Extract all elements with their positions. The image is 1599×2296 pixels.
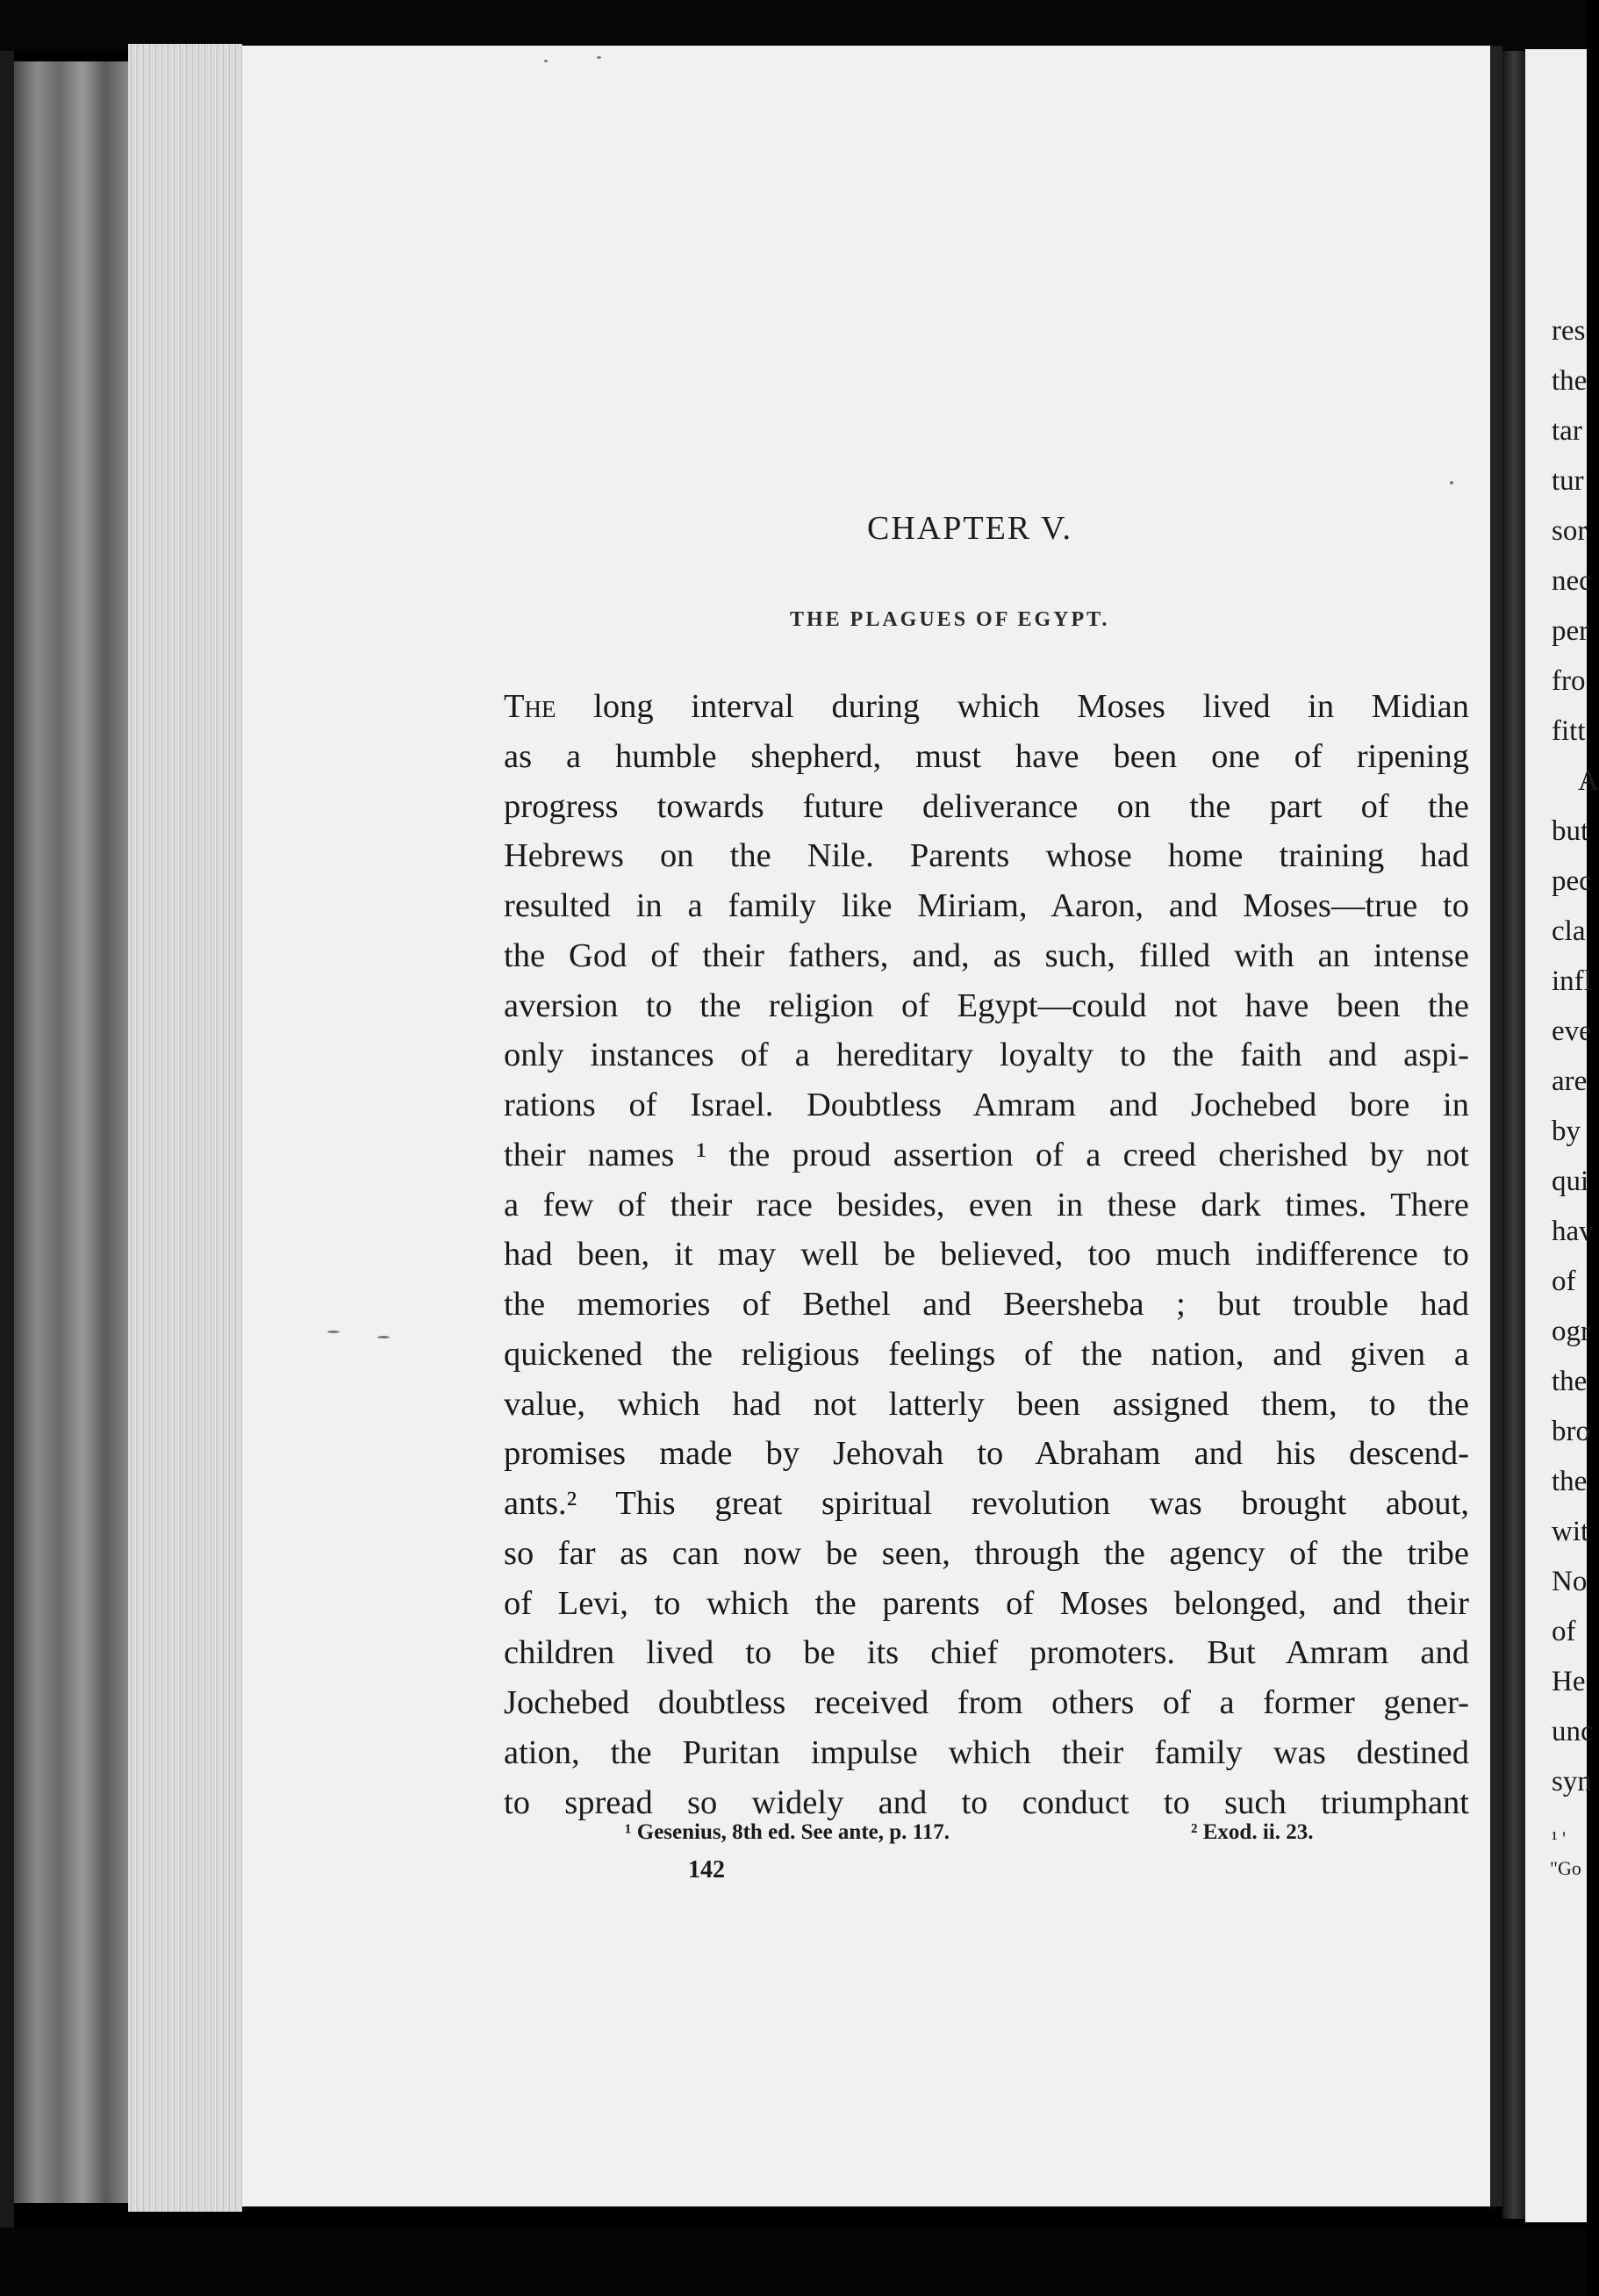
text-line: had been, it may well be believed, too much indifference to xyxy=(504,1236,1469,1274)
facing-line-fragment: the xyxy=(1552,1366,1588,1397)
scan-speck xyxy=(377,1336,390,1338)
facing-line-fragment: res xyxy=(1552,315,1586,347)
scan-speck xyxy=(544,60,548,62)
chapter-title: CHAPTER V. xyxy=(867,510,1072,547)
facing-line-fragment: ogr xyxy=(1552,1316,1590,1347)
text-line: the memories of Bethel and Beersheba ; but trouble had xyxy=(504,1286,1469,1323)
text-line: children lived to be its chief promoters. But Amram and xyxy=(504,1634,1469,1672)
text-line: quickened the religious feelings of the nation, and given a xyxy=(504,1335,1469,1373)
book-cover-edge xyxy=(14,61,128,2203)
facing-line-fragment: cla xyxy=(1552,915,1586,947)
facing-line-fragment: No xyxy=(1552,1566,1588,1597)
facing-line-fragment: per xyxy=(1552,615,1589,647)
facing-line-fragment: nec xyxy=(1552,565,1592,597)
text-line: only instances of a hereditary loyalty to the faith and aspi- xyxy=(504,1037,1469,1074)
text-line-content: long interval during which Moses lived in Midian xyxy=(556,688,1469,725)
text-line: promises made by Jehovah to Abraham and his descend- xyxy=(504,1435,1469,1473)
facing-line-fragment: by xyxy=(1552,1116,1581,1147)
text-line: a few of their race besides, even in these dark times. There xyxy=(504,1186,1469,1223)
facing-line-fragment: syn xyxy=(1552,1766,1592,1797)
facing-line-fragment: eve xyxy=(1552,1015,1592,1047)
text-line: to spread so widely and to conduct to such triumphant xyxy=(504,1783,1469,1821)
facing-line-fragment: pec xyxy=(1552,865,1592,897)
text-line: rations of Israel. Doubtless Amram and Jochebed bore in xyxy=(504,1087,1469,1123)
facing-line-fragment: sor xyxy=(1552,515,1588,547)
text-line: ation, the Puritan impulse which their family was destined xyxy=(504,1733,1469,1771)
body-text xyxy=(504,682,1469,1827)
facing-line-fragment: hav xyxy=(1552,1216,1594,1247)
scan-speck xyxy=(1450,481,1453,484)
facing-line-fragment: the xyxy=(1552,1466,1588,1497)
scan-speck xyxy=(597,56,601,59)
text-line: Hebrews on the Nile. Parents whose home training had xyxy=(504,837,1469,875)
facing-footnote-fragment: ¹ ' xyxy=(1552,1827,1567,1849)
text-line: the God of their fathers, and, as such, filled with an intense xyxy=(504,936,1469,974)
scan-bottom-border xyxy=(0,2228,1587,2296)
chapter-subtitle: THE PLAGUES OF EGYPT. xyxy=(790,608,1110,631)
facing-line-fragment: He xyxy=(1552,1666,1586,1697)
facing-line-fragment: infl xyxy=(1552,965,1592,997)
text-line: of Levi, to which the parents of Moses belonged, and their xyxy=(504,1584,1469,1622)
facing-line-fragment: wit xyxy=(1552,1516,1589,1547)
facing-footnote-fragment: "Go xyxy=(1550,1857,1581,1879)
text-line: ants.² This great spiritual revolution was brought about, xyxy=(504,1485,1469,1522)
facing-line-fragment: tur xyxy=(1552,465,1584,497)
page-gutter-shadow xyxy=(1490,46,1502,2206)
footnote-2: ² Exod. ii. 23. xyxy=(1191,1820,1314,1844)
text-line: their names ¹ the proud assertion of a creed cherished by not xyxy=(504,1136,1469,1173)
text-line: aversion to the religion of Egypt—could not have been the xyxy=(504,987,1469,1024)
facing-line-fragment: of xyxy=(1552,1266,1576,1297)
facing-line-fragment: fitt xyxy=(1552,715,1586,747)
footnotes xyxy=(625,1820,1380,1855)
facing-line-fragment: tar xyxy=(1552,415,1582,447)
book-spine xyxy=(1502,51,1525,2219)
facing-line-fragment: of xyxy=(1552,1616,1576,1647)
text-line: resulted in a family like Miriam, Aaron, and Moses—true to xyxy=(504,887,1469,924)
footnote-1: ¹ Gesenius, 8th ed. See ante, p. 117. xyxy=(625,1820,950,1844)
opening-word: The xyxy=(504,688,556,725)
text-line: as a humble shepherd, must have been one of ripening xyxy=(504,737,1469,775)
facing-line-fragment: fro xyxy=(1552,665,1586,697)
facing-line-fragment: bro xyxy=(1552,1416,1590,1447)
facing-line-fragment: are xyxy=(1552,1065,1588,1097)
text-line: so far as can now be seen, through the agency of the tribe xyxy=(504,1534,1469,1572)
page-number: 142 xyxy=(688,1856,725,1883)
facing-line-fragment: unc xyxy=(1552,1716,1594,1747)
scan-left-border xyxy=(0,51,14,2228)
stacked-page-edges xyxy=(128,44,242,2212)
scan-speck xyxy=(327,1331,340,1333)
facing-line-fragment: A xyxy=(1578,765,1599,797)
text-line: value, which had not latterly been assigned them, to the xyxy=(504,1385,1469,1423)
text-line: progress towards future deliverance on the part of the xyxy=(504,787,1469,825)
facing-line-fragment: qui xyxy=(1552,1166,1589,1197)
text-line xyxy=(504,682,1469,732)
text-line: Jochebed doubtless received from others of a former gener- xyxy=(504,1684,1469,1721)
facing-line-fragment: the xyxy=(1552,365,1588,397)
facing-line-fragment: but xyxy=(1552,815,1589,847)
facing-page-sliver xyxy=(1525,49,1599,2222)
